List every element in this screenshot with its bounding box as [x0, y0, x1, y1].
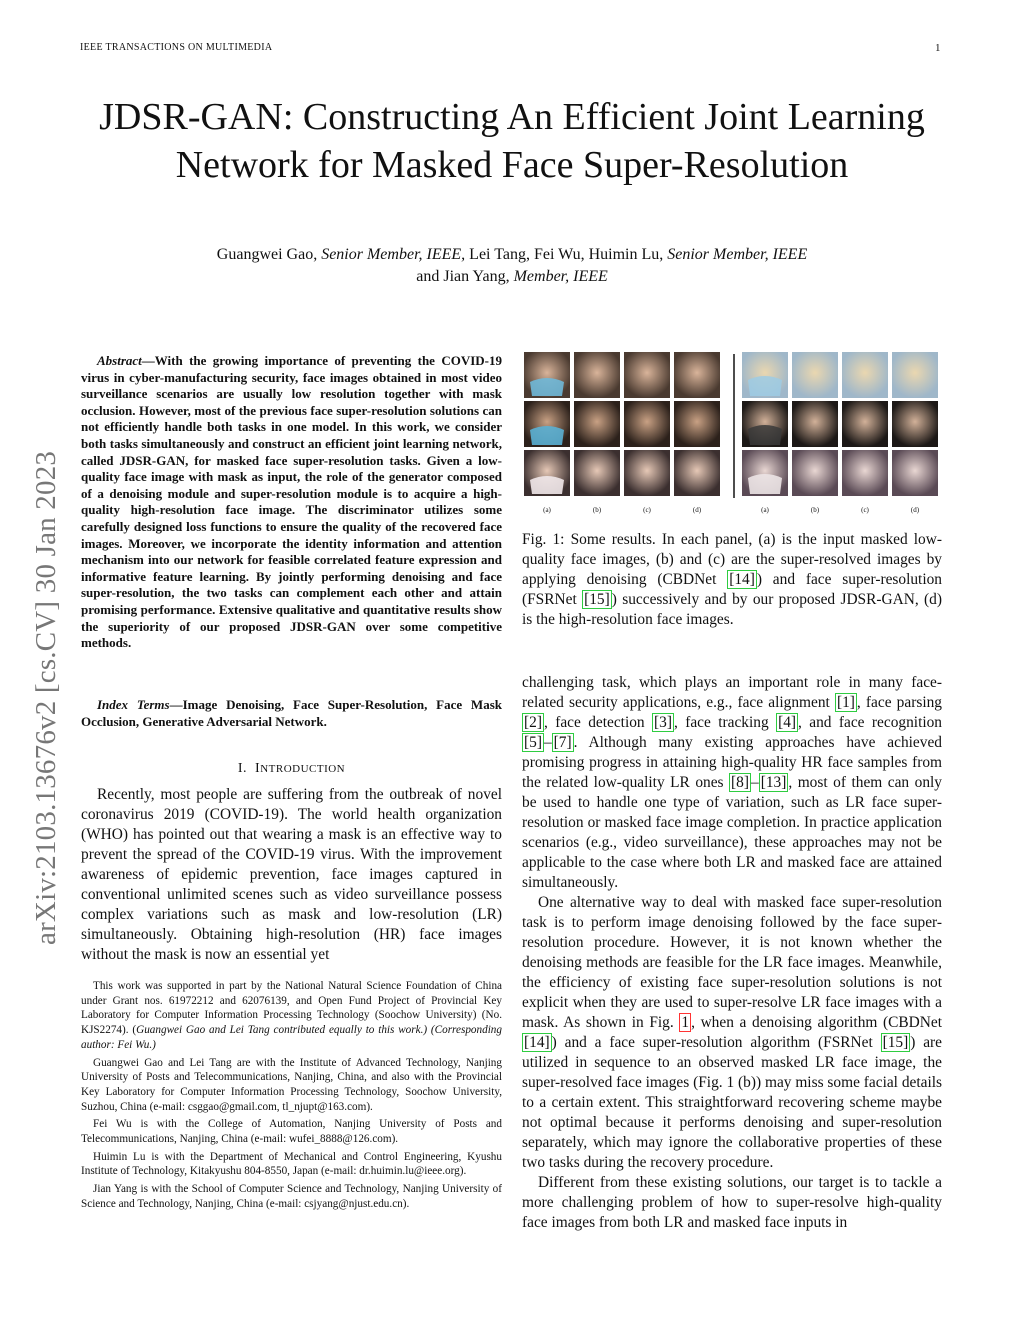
author-name: and Jian Yang, [416, 268, 514, 285]
paragraph-alternative [522, 893, 942, 1173]
citation-link[interactable]: [7] [553, 734, 572, 751]
author-role: Member, IEEE [513, 268, 608, 285]
citation-link[interactable]: [13] [760, 774, 787, 791]
footnote-text: This work was supported in part by the National Natural Science Foundation of China under Grant nos. 61972212 and 62076139, and Open Fund Project of Provincial Key Laboratory for Computer Information Processing Technology (Soochow University) (No. KJS2274). ( [81, 980, 502, 1037]
right-column-text [522, 673, 942, 1233]
panel-label-b: (b) [810, 506, 820, 514]
panel-label-a: (a) [543, 506, 551, 514]
citation-link[interactable]: [5] [524, 734, 542, 751]
footnote-affil-2: Fei Wu is with the College of Automation, Nanjing University of Posts and Telecommunications, Nanjing, China (e-mail: wufei_8888@126.com). [81, 1118, 502, 1146]
running-header: IEEE TRANSACTIONS ON MULTIMEDIA [80, 42, 273, 53]
left-panel [524, 352, 720, 496]
right-panel [742, 352, 938, 496]
text-run: One alternative way to deal with masked face super-resolution task is to perform image denoising followed by the face super-resolution procedure. However, it is not known whether the denoising methods are feasible for the LR face images. Meanwhile, the efficiency of existing face super-resolution solutions is not explicit when they are used to super-resolve LR face images with a mask. As shown in Fig. [522, 894, 942, 1031]
paragraph-continuation [522, 673, 942, 893]
author-list [80, 244, 944, 288]
citation-link[interactable]: [14] [524, 1034, 550, 1051]
figure-1 [522, 352, 942, 518]
figure-caption [522, 530, 942, 630]
citation-link[interactable]: [15] [584, 591, 610, 608]
text-run: , and face recognition [798, 714, 943, 731]
caption-text: ) successively and by our proposed JDSR-GAN, (d) is the high-resolution face images. [522, 591, 942, 628]
author-role: Senior Member, IEEE, [321, 246, 466, 263]
figure-link[interactable]: 1 [681, 1014, 690, 1031]
footnotes [81, 979, 502, 1215]
text-run: , face parsing [856, 694, 942, 711]
text-run: challenging task, which plays an important role in many face-related security applications, e.g., face alignment [522, 674, 942, 711]
section-title-rest: NTRODUCTION [260, 763, 346, 775]
figure-1-image [522, 352, 942, 518]
panel-label-b: (b) [592, 506, 602, 514]
arxiv-stamp[interactable]: arXiv:2103.13676v2 [cs.CV] 30 Jan 2023 [30, 450, 62, 945]
paragraph-target: Different from these existing solutions, our target is to tackle a more challenging problem of how to super-resolve high-quality face images from both LR and masked face inputs in [522, 1174, 942, 1231]
text-run: , face tracking [673, 714, 777, 731]
text-run: , face detection [543, 714, 653, 731]
panel-label-d: (d) [910, 506, 920, 514]
citation-link[interactable]: [14] [729, 571, 755, 588]
footnote-affil-1: Guangwei Gao and Lei Tang are with the Institute of Advanced Technology, Nanjing University of Posts and Telecommunications, Nanjing, China, and also with the Provincial Key Laboratory for Computer Information Processing Technology, Soochow University, Suzhou, China (e-mail: csggao@gmail.com, tl_njupt@163.com). [81, 1056, 502, 1113]
caption-text: ) and face super-resolution (FSRNet [522, 571, 942, 608]
panel-label-d: (d) [692, 506, 702, 514]
intro-paragraph: Recently, most people are suffering from the outbreak of novel coronavirus 2019 (COVID-19). The world health organization (WHO) has pointed out that wearing a mask is an effective way to prevent the spread of the COVID-19 virus. With the improvement awareness of epidemic prevention, face images captured in conventional unlimited scenes such as video surveillance possess complex variations such as mask and low-resolution (LR) simultaneously. Obtaining high-resolution (HR) face images without the mask is now an essential yet [81, 786, 502, 963]
paper-title: JDSR-GAN: Constructing An Efficient Joint Learning Network for Masked Face Super-Resolution [99, 96, 925, 186]
section-number: I. [237, 761, 248, 776]
index-terms [81, 697, 502, 730]
citation-link[interactable]: [2] [524, 714, 542, 731]
citation-link[interactable]: [3] [654, 714, 672, 731]
footnote-affil-4: Jian Yang is with the School of Computer Science and Technology, Nanjing University of Science and Technology, Nanjing, China (e-mail: csjyang@njust.edu.cn). [81, 1183, 502, 1210]
text-run: , when a denoising algorithm (CBDNet [691, 1014, 943, 1031]
citation-link[interactable]: [1] [836, 694, 855, 711]
index-terms-text: —Image Denoising, Face Super-Resolution, Face Mask Occlusion, Generative Adversarial Network. [81, 697, 502, 729]
panel-label-a: (a) [761, 506, 769, 514]
footnote-italic: Guangwei Gao and Lei Tang contributed equally to this work.) (Corresponding author: Fei Wu.) [81, 1024, 502, 1051]
author-line-2 [80, 266, 944, 288]
footnote-affil-3: Huimin Lu is with the Department of Mechanical and Control Engineering, Kyushu Institute of Technology, Kitakyushu 804-8550, Japan (e-mail: dr.huimin.lu@ieee.org). [81, 1150, 502, 1178]
citation-link[interactable]: [8] [731, 774, 749, 791]
index-terms-lead: Index Terms [97, 697, 170, 712]
text-run: – [543, 734, 552, 751]
page-number: 1 [935, 42, 941, 54]
caption-text: Fig. 1: Some results. In each panel, (a) is the input masked low-quality face images, (b) and (c) are the super-resolved images by applying denoising (CBDNet [522, 531, 942, 588]
author-role: Senior Member, IEEE [667, 246, 808, 263]
footnote-funding [81, 979, 502, 1053]
abstract [81, 353, 502, 652]
citation-link[interactable]: [4] [778, 714, 797, 731]
abstract-text: —With the growing importance of preventing the COVID-19 virus in cyber-manufacturing security, face images obtained in most video surveillance scenarios are usually low resolution together with mask occlusion. However, most of the previous face super-resolution solutions can not efficiently handle both tasks in one model. In this work, we consider both tasks simultaneously and construct an efficient joint learning network, called JDSR-GAN, for masked face super-resolution tasks. Given a low-quality face image with mask as input, the role of the generator composed of a denoising module and super-resolution module is to acquire a high-quality high-resolution face image. The discriminator utilizes some carefully designed loss functions to ensure the quality of the recovered face images. Moreover, we incorporate the identity information and attention mechanism into our network for feasible correlated feature expression and informative feature learning. By jointly performing denoising and face super-resolution, the two tasks can complement each other and attain promising performance. Extensive qualitative and quantitative results show the superiority of our proposed JDSR-GAN over some competitive methods. [81, 353, 502, 651]
text-run: ) are utilized in sequence to an observed masked LR face image, the super-resolved face images (Fig. 1 (b)) may miss some facial details to a certain extent. This straightforward recovering scheme maybe not optimal because it performs denoising and super-resolution separately, which may ignore the collaborative properties of these two tasks during the recovery procedure. [522, 1034, 942, 1171]
citation-link[interactable]: [15] [882, 1034, 909, 1051]
text-run: – [751, 774, 759, 791]
section-heading [81, 761, 502, 777]
author-name: Lei Tang, Fei Wu, Huimin Lu, [465, 246, 668, 263]
author-line-1 [80, 244, 944, 266]
panel-label-c: (c) [643, 506, 651, 514]
abstract-lead: Abstract [97, 353, 142, 368]
text-run: ) and a face super-resolution algorithm (FSRNet [551, 1034, 881, 1051]
text-run: . Although many existing approaches have achieved promising progress in attaining high-quality HR face samples from the related low-quality LR ones [522, 734, 942, 791]
text-run: , most of them can only be used to handle one type of variation, such as LR face super-resolution or masked face image completion. In practice application scenarios (e.g., video surveillance), these approaches may not be applicable to the case where both LR and masked face are attained simultaneously. [522, 774, 942, 891]
panel-label-c: (c) [861, 506, 869, 514]
section-title-initial: I [255, 761, 261, 776]
author-name: Guangwei Gao, [216, 246, 322, 263]
